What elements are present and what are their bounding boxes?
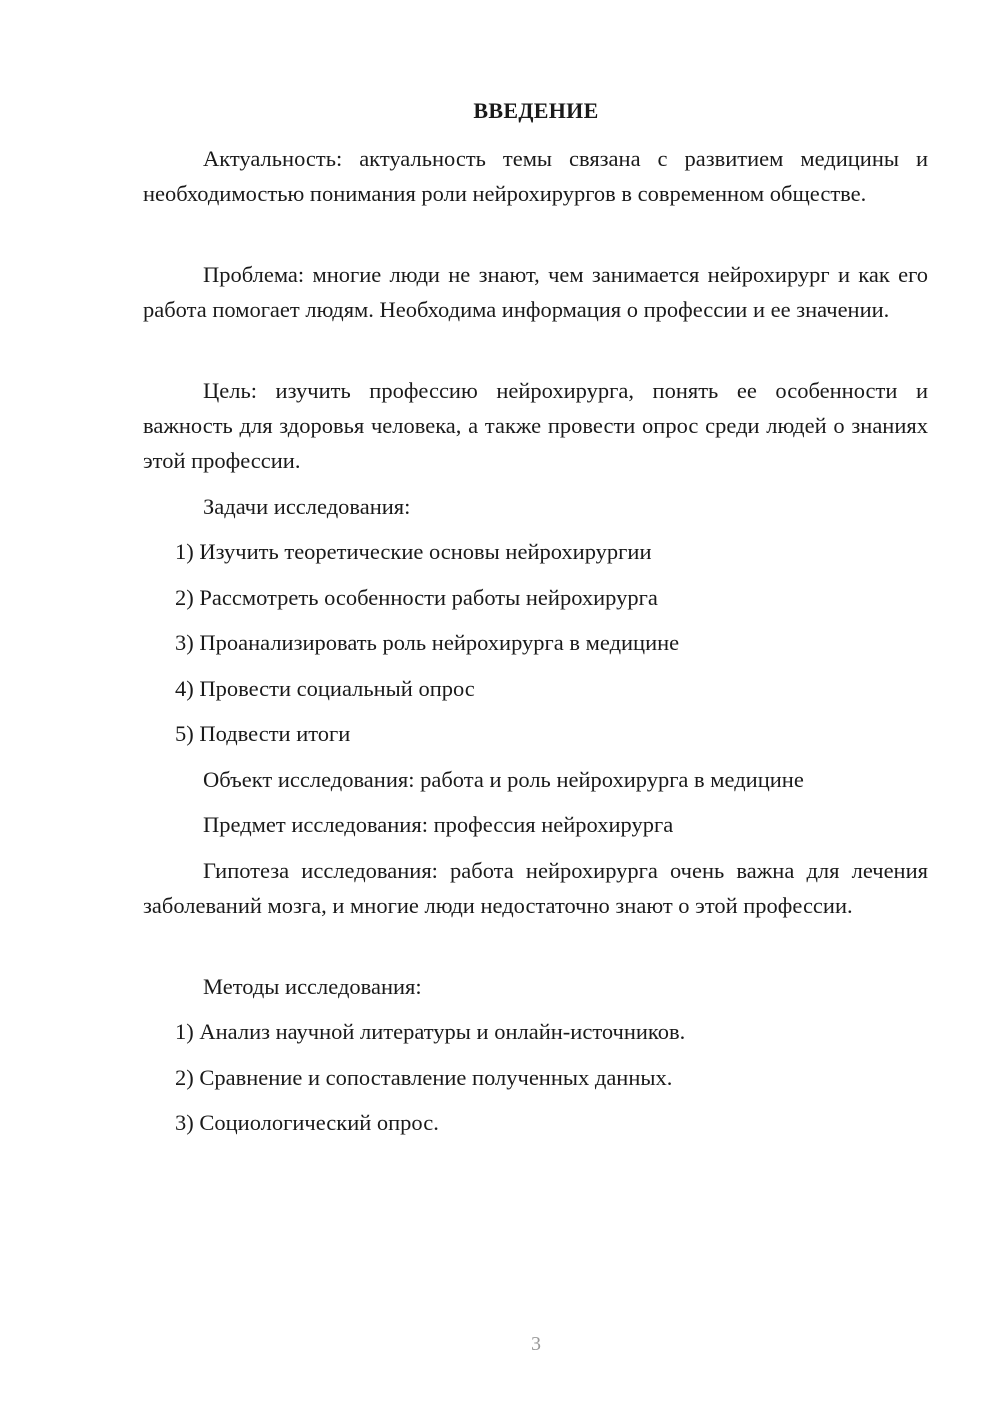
hypothesis-block bbox=[143, 853, 928, 923]
research-object: Объект исследования: работа и роль нейрохирурга в медицине bbox=[203, 767, 804, 792]
tasks-heading: Задачи исследования: bbox=[203, 494, 411, 519]
task-item-3-block bbox=[143, 625, 928, 660]
page-number: 3 bbox=[531, 1333, 541, 1355]
task-item: 1) Изучить теоретические основы нейрохирургии bbox=[175, 539, 652, 564]
goal-block bbox=[143, 373, 928, 478]
goal-paragraph: Цель: изучить профессию нейрохирурга, понять ее особенности и важность для здоровья человека, а также провести опрос среди людей о знаниях этой профессии. bbox=[143, 378, 928, 473]
task-item: 4) Провести социальный опрос bbox=[175, 676, 475, 701]
task-item: 5) Подвести итоги bbox=[175, 721, 351, 746]
method-item-2-block bbox=[143, 1060, 928, 1095]
method-item: 2) Сравнение и сопоставление полученных данных. bbox=[175, 1065, 673, 1090]
tasks-heading-block bbox=[143, 489, 928, 524]
task-item-1-block bbox=[143, 534, 928, 569]
relevance-block bbox=[143, 141, 928, 211]
methods-heading-block bbox=[143, 969, 928, 1004]
task-item-5-block bbox=[143, 716, 928, 751]
method-item-1-block bbox=[143, 1014, 928, 1049]
object-block bbox=[143, 762, 928, 797]
task-item-4-block bbox=[143, 671, 928, 706]
methods-heading: Методы исследования: bbox=[203, 974, 422, 999]
method-item-3-block bbox=[143, 1105, 928, 1140]
problem-block bbox=[143, 257, 928, 327]
method-item: 3) Социологический опрос. bbox=[175, 1110, 439, 1135]
task-item: 2) Рассмотреть особенности работы нейрохирурга bbox=[175, 585, 658, 610]
problem-paragraph: Проблема: многие люди не знают, чем занимается нейрохирург и как его работа помогает людям. Необходима информация о профессии и ее значении. bbox=[143, 262, 928, 322]
relevance-paragraph: Актуальность: актуальность темы связана с развитием медицины и необходимостью понимания роли нейрохирургов в современном обществе. bbox=[143, 146, 928, 206]
task-item: 3) Проанализировать роль нейрохирурга в медицине bbox=[175, 630, 680, 655]
subject-block bbox=[143, 807, 928, 842]
task-item-2-block bbox=[143, 580, 928, 615]
page-title: ВВЕДЕНИЕ bbox=[473, 98, 599, 123]
hypothesis-paragraph: Гипотеза исследования: работа нейрохирурга очень важна для лечения заболеваний мозга, и многие люди недостаточно знают о этой профессии. bbox=[143, 858, 928, 918]
method-item: 1) Анализ научной литературы и онлайн-источников. bbox=[175, 1019, 686, 1044]
research-subject: Предмет исследования: профессия нейрохирурга bbox=[203, 812, 674, 837]
